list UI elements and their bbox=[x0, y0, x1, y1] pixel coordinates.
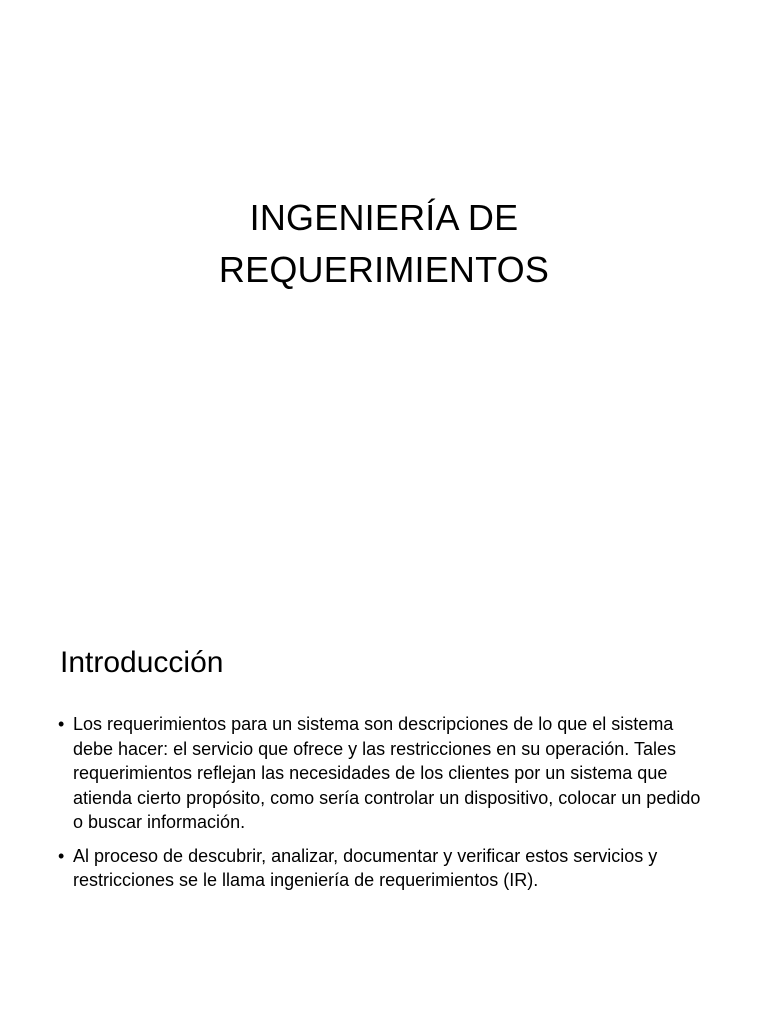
bullet-item-2 bbox=[58, 844, 708, 893]
bullet-text: Los requerimientos para un sistema son descripciones de lo que el sistema debe hacer: el servicio que ofrece y las restricciones en su operación. Tales requerimientos reflejan las necesidades de los clientes por un sistema que atienda cierto propósito, como sería controlar un dispositivo, colocar un pedido o buscar información. bbox=[73, 714, 701, 832]
slide-title bbox=[0, 192, 768, 296]
introduction-slide bbox=[0, 512, 768, 1024]
slide-title-line-1: INGENIERÍA DE bbox=[249, 197, 519, 239]
bullet-text: Al proceso de descubrir, analizar, documentar y verificar estos servicios y restricciones se le llama ingeniería de requerimientos (IR). bbox=[73, 845, 658, 890]
bullet-item-1 bbox=[58, 712, 708, 835]
bullet-mark-icon: • bbox=[58, 714, 65, 734]
slide-title-line-2: REQUERIMIENTOS bbox=[218, 249, 550, 291]
section-heading: Introducción bbox=[60, 646, 224, 679]
bullet-list bbox=[58, 712, 708, 902]
bullet-mark-icon: • bbox=[58, 845, 65, 866]
